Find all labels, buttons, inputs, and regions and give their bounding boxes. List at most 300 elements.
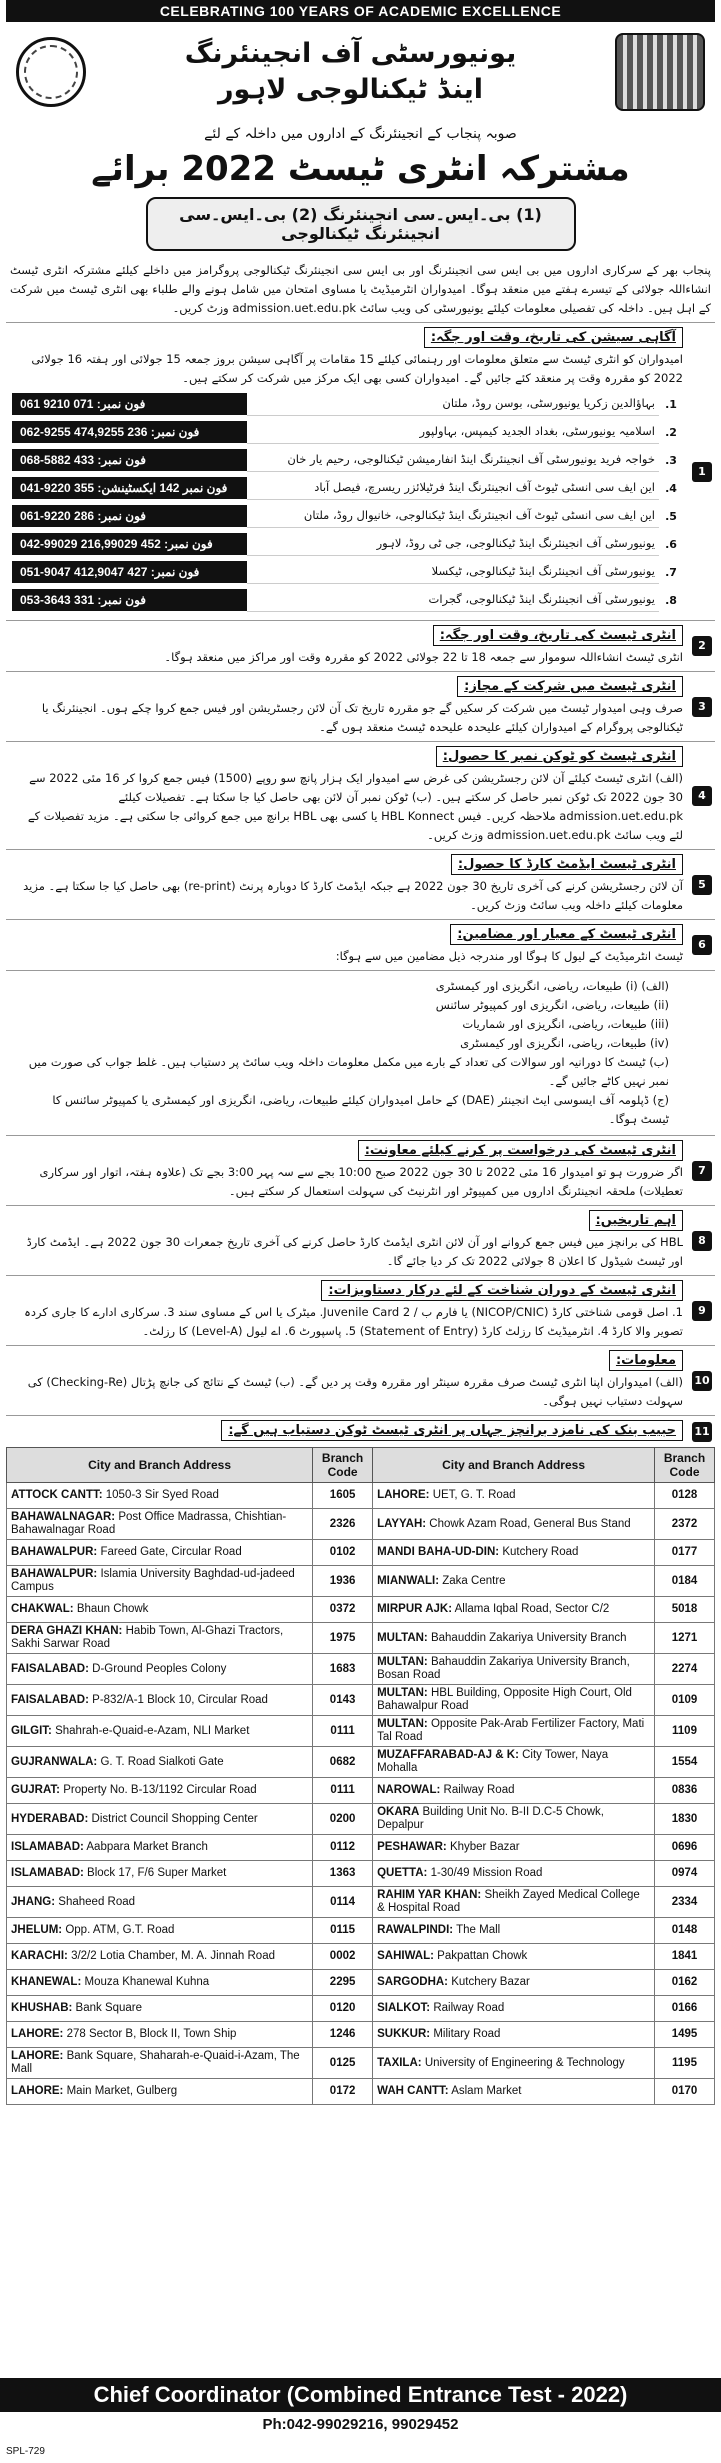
branch-address: Islamia University Baghdad-ud-jadeed Campus [11,1568,295,1593]
branch-code: 0125 [313,2048,373,2079]
col-header-code-right: Branch Code [655,1448,715,1483]
branch-city: LAHORE: [11,2028,64,2040]
branch-address-cell [7,1918,313,1944]
branch-address: Zaka Centre [442,1574,506,1587]
campus-name: یونیورسٹی آف انجینئرنگ اینڈ ٹیکنالوجی، ٹیکسلا [247,560,659,584]
campus-phone: 051-9047 412,9047 427 :فون نمبر [12,561,247,583]
col-header-city-right: City and Branch Address [373,1448,655,1483]
section [6,1205,715,1275]
campus-name: این ایف سی انسٹی ٹیوٹ آف انجینئرنگ اینڈ فرٹیلائزر ریسرچ، فیصل آباد [247,476,659,500]
section [6,671,715,741]
section-number [689,971,715,1135]
branch-address-cell [7,1835,313,1861]
col-header-code-left: Branch Code [313,1448,373,1483]
branch-city: MIRPUR AJK: [377,1603,453,1615]
main-title: مشترکہ انٹری ٹیسٹ 2022 برائے [91,149,630,189]
campus-name: اسلامیہ یونیورسٹی، بغداد الجدید کیمپس، بہاولپور [247,420,659,444]
section-heading: انٹری ٹیسٹ کی درخواست پر کرنے کیلئے معاونت: [358,1140,683,1161]
table-row [7,1778,715,1804]
table-row [7,2079,715,2105]
branch-address: Opp. ATM, G.T. Road [65,1924,175,1936]
branch-city: KHANEWAL: [11,1976,82,1988]
campus-row [12,504,683,528]
branch-code: 2372 [655,1509,715,1540]
campus-row [12,476,683,500]
section-number [689,1346,715,1415]
branch-address: Main Market, Gulberg [66,2085,178,2097]
intro-line: صوبہ پنجاب کے انجینئرنگ کے اداروں میں داخلہ کے لئے [204,126,517,142]
branch-address-cell [373,2079,655,2105]
branch-address-cell [7,1685,313,1716]
programs-box: (1) بی۔ایس۔سی انجینئرنگ (2) بی۔ایس۔سی انجینئرنگ ٹیکنالوجی [146,197,576,251]
section-text: انٹری ٹیسٹ انشاءاللہ سوموار سے جمعہ 18 تا 22 جولائی 2022 کو مقررہ وقت اور مراکز میں منعقد ہوگا۔ [164,650,683,664]
section-number [689,1136,715,1205]
branch-address-cell [373,1970,655,1996]
branch-city: MULTAN: [377,1718,428,1730]
branch-city: MULTAN: [377,1687,428,1699]
branch-code: 1975 [313,1623,373,1654]
branch-city: WAH CANTT: [377,2085,449,2097]
centenary-banner: CELEBRATING 100 YEARS OF ACADEMIC EXCELLENCE [6,0,715,22]
branch-address: Shaheed Road [58,1895,136,1908]
campus-row [12,448,683,472]
campus-phone: 068-5882 433 :فون نمبر [12,449,247,471]
branch-address: Pakpattan Chowk [437,1950,528,1962]
branch-address: Block 17, F/6 Super Market [87,1867,227,1879]
branch-city: MUZAFFARABAD-AJ & K: [377,1749,519,1761]
section-number [689,742,715,849]
branch-code: 1554 [655,1747,715,1778]
campus-name: بہاؤالدین زکریا یونیورسٹی، بوسن روڈ، ملتان [247,392,659,416]
branch-code: 0102 [313,1540,373,1566]
branch-address-cell [7,1597,313,1623]
col-header-city-left: City and Branch Address [7,1448,313,1483]
branch-address: Building Unit No. B-II D.C-5 Chowk, Depalpur [377,1806,604,1831]
section-body [6,1136,689,1205]
branch-address-cell [373,1804,655,1835]
campus-list [12,392,683,612]
campus-name: این ایف سی انسٹی ٹیوٹ آف انجینئرنگ اینڈ ٹیکنالوجی، خانیوال روڈ، ملتان [247,504,659,528]
table-row [7,2022,715,2048]
table-row [7,1970,715,1996]
section-text: اگر ضرورت ہو تو امیدوار 16 مئی 2022 تا 30 جون 2022 صبح 10:00 بجے سے سہ پہر 3:00 بجے تک (علاوہ ہفتہ، اتوار اور سرکاری تعطیلات) ملحقہ انجینئرنگ اداروں میں کمپیوٹر اور انٹرنیٹ کی سہولت استعمال کر سکتے ہیں۔ [39,1165,683,1198]
branch-code: 0166 [655,1996,715,2022]
section-body [6,742,689,849]
branch-address: University of Engineering & Technology [424,2056,625,2069]
branch-city: TAXILA: [377,2056,422,2069]
branch-address: Chowk Azam Road, General Bus Stand [429,1517,631,1530]
branch-address-cell [7,1654,313,1685]
branch-address-cell [373,1597,655,1623]
branch-address-cell [7,1778,313,1804]
branch-address-cell [373,2022,655,2048]
branch-city: CHAKWAL: [11,1603,74,1615]
sections-7-11 [6,1135,715,1447]
branch-address-cell [373,1623,655,1654]
branch-address: P-832/A-1 Block 10, Circular Road [92,1693,268,1706]
branch-code: 0143 [313,1685,373,1716]
section-number-badge: 7 [692,1161,712,1181]
branch-code: 0112 [313,1835,373,1861]
section-number-badge: 5 [692,875,712,895]
branch-address: Property No. B-13/1192 Circular Road [63,1784,257,1796]
eval-item: (iv) طبیعات، ریاضی، انگریزی اور کیمسٹری [460,1036,669,1050]
branch-city: FAISALABAD: [11,1662,89,1675]
branch-address: Fareed Gate, Circular Road [100,1546,242,1558]
section-number-badge: 6 [692,935,712,955]
branch-city: MULTAN: [377,1656,428,1668]
section-text: آن لائن رجسٹریشن کرنے کی آخری تاریخ 30 جون 2022 ہے جبکہ ایڈمٹ کارڈ کا دوبارہ پرنٹ (re-print) بھی حاصل کیا جا سکتا ہے۔ مزید معلومات کیلئے داخلہ ویب سائٹ وزٹ کریں۔ [23,879,683,912]
branch-address-cell [7,1861,313,1887]
section-heading: انٹری ٹیسٹ کے معیار اور مضامین: [450,924,683,945]
section-body [6,1276,689,1345]
sections-2-6 [6,620,715,970]
branch-address-cell [373,1944,655,1970]
section [6,849,715,919]
section-number [689,1276,715,1345]
table-row [7,1685,715,1716]
eval-item: (ii) طبیعات، ریاضی، انگریزی اور کمپیوٹر سائنس [435,998,669,1012]
branch-city: BAHAWALPUR: [11,1546,98,1558]
branch-address: Aabpara Market Branch [86,1841,208,1853]
branch-code: 1495 [655,2022,715,2048]
table-row [7,1623,715,1654]
section-number [689,1416,715,1447]
table-row [7,1861,715,1887]
branch-code: 0109 [655,1685,715,1716]
branch-address: Railway Road [443,1784,515,1796]
branch-address-cell [7,1944,313,1970]
section-number-badge: 9 [692,1301,712,1321]
header [6,22,715,122]
section-text: ٹیسٹ انٹرمیڈیٹ کے لیول کا ہوگا اور مندرجہ ذیل مضامین میں سے ہوگا: [335,949,683,963]
branch-code: 0111 [313,1778,373,1804]
branch-city: JHELUM: [11,1924,63,1936]
campus-number: 7. [665,565,677,579]
university-title [185,36,517,108]
uet-seal-logo [16,37,86,107]
branch-city: BAHAWALPUR: [11,1568,98,1580]
eval-item: (الف) (i) طبیعات، ریاضی، انگریزی اور کیمسٹری [435,979,669,993]
branch-address-cell [373,1996,655,2022]
branch-address: Bahauddin Zakariya University Branch [430,1631,627,1644]
branch-city: ATTOCK CANTT: [11,1489,103,1501]
branch-city: KHUSHAB: [11,2002,73,2014]
branch-city: GILGIT: [11,1724,52,1737]
branch-code: 1605 [313,1483,373,1509]
branch-code: 0200 [313,1804,373,1835]
branch-address-cell [373,1685,655,1716]
reference-code: SPL-729 [6,2446,45,2457]
section-heading: انٹری ٹیسٹ کو ٹوکن نمبر کا حصول: [436,746,683,767]
branch-address-cell [7,1970,313,1996]
branch-address-cell [7,1887,313,1918]
table-row [7,1804,715,1835]
branch-address: Aslam Market [451,2085,522,2097]
table-header-row [7,1448,715,1483]
branch-address: G. T. Road Sialkoti Gate [100,1755,224,1768]
section-heading: معلومات: [609,1350,683,1371]
eval-list [6,971,689,1135]
branch-address-cell [7,1623,313,1654]
branch-city: SUKKUR: [377,2028,431,2040]
table-row [7,1509,715,1540]
branch-city: OKARA [377,1806,420,1818]
section-heading: انٹری ٹیسٹ میں شرکت کے مجاز: [457,676,683,697]
campus-row [12,560,683,584]
branch-city: NAROWAL: [377,1784,441,1796]
branch-city: QUETTA: [377,1867,428,1879]
branch-city: SIALKOT: [377,2002,431,2014]
branch-address: 1050-3 Sir Syed Road [105,1489,219,1501]
campus-name: یونیورسٹی آف انجینئرنگ اینڈ ٹیکنالوجی، جی ٹی روڈ، لاہور [247,532,659,556]
branch-city: ISLAMABAD: [11,1841,84,1853]
branch-address-cell [7,2022,313,2048]
section-body [6,1206,689,1275]
section-body [6,621,689,671]
branch-address-cell [7,2079,313,2105]
branch-address: Sheikh Zayed Medical College & Hospital Road [377,1889,640,1914]
table-row [7,1566,715,1597]
branch-city: GUJRANWALA: [11,1755,98,1768]
section-body [6,1416,689,1447]
branch-address: Kutchery Bazar [451,1976,530,1988]
branch-address-cell [7,1716,313,1747]
branch-address: City Tower, Naya Mohalla [377,1749,609,1774]
branch-city: ISLAMABAD: [11,1867,84,1879]
footer-phone: Ph:042-99029216, 99029452 [262,2416,459,2433]
branch-code: 1195 [655,2048,715,2079]
branch-address-cell [373,1835,655,1861]
branch-code: 0836 [655,1778,715,1804]
branch-city: KARACHI: [11,1950,68,1962]
section-heading: انٹری ٹیسٹ کی تاریخ، وقت اور جگہ: [433,625,683,646]
section-number-badge: 4 [692,786,712,806]
intro-paragraph: پنجاب بھر کے سرکاری اداروں میں بی ایس سی انجینئرنگ اور بی ایس سی انجینئرنگ ٹیکنالوجی پروگرامز میں داخلے کیلئے مشترکہ انٹری ٹیسٹ انشاءاللہ جولائی کے تیسرے ہفتے میں منعقد ہوگا۔ امیدواران انٹرمیڈیٹ یا مساوی امتحان میں شامل ہونے والے طلباء بھی انٹری ٹیسٹ میں شرکت کے اہل ہیں۔ داخلہ کی تفصیلی معلومات کیلئے یونیورسٹی کی ویب سائٹ admission.uet.edu.pk وزٹ کریں۔ [10,263,711,315]
table-row [7,2048,715,2079]
branch-address: Post Office Madrassa, Chishtian- Bahawalnagar Road [11,1511,287,1536]
section-heading: آگاہی سیشن کی تاریخ، وقت اور جگہ: [424,327,683,348]
branch-address: Bank Square, Shaharah-e-Quaid-i-Azam, The Mall [11,2050,300,2075]
branch-address: HBL Building, Opposite High Court, Old Bahawalpur Road [377,1687,632,1712]
branch-address-cell [7,1540,313,1566]
branch-city: LAYYAH: [377,1517,427,1530]
university-name-line1: یونیورسٹی آف انجینئرنگ [184,38,517,69]
branch-code: 0682 [313,1747,373,1778]
eval-item: (ج) ڈپلومہ آف ایسوسی ایٹ انجینئر (DAE) کے حامل امیدواران کیلئے طبیعات، ریاضی، انگریزی اور کیمسٹری یا کمپیوٹر سائنس کا ٹیسٹ ہوگا۔ [52,1093,669,1126]
table-row [7,1835,715,1861]
branch-address-cell [7,1804,313,1835]
branch-address: Railway Road [433,2002,505,2014]
university-name-line2: اینڈ ٹیکنالوجی لاہور [217,74,484,105]
campus-number: 1. [665,397,677,411]
footer [0,2378,721,2433]
branch-code: 0696 [655,1835,715,1861]
branch-code: 0177 [655,1540,715,1566]
branch-address-cell [373,2048,655,2079]
table-row [7,1597,715,1623]
table-row [7,1654,715,1685]
branch-address-cell [7,1509,313,1540]
branch-code: 1109 [655,1716,715,1747]
section [6,1275,715,1345]
branch-address-cell [373,1918,655,1944]
branch-address-cell [7,1566,313,1597]
campus-phone: 061-9220 286 :فون نمبر [12,505,247,527]
branch-code: 0184 [655,1566,715,1597]
branch-code: 2334 [655,1887,715,1918]
table-row [7,1540,715,1566]
section-number [689,323,715,620]
eval-item: (iii) طبیعات، ریاضی، انگریزی اور شماریات [462,1017,669,1031]
branch-code: 0172 [313,2079,373,2105]
branch-code: 0002 [313,1944,373,1970]
branch-code: 0974 [655,1861,715,1887]
branch-city: JHANG: [11,1895,56,1908]
branch-address-cell [7,1996,313,2022]
branch-address: Habib Town, Al-Ghazi Tractors, Sakhi Sarwar Road [11,1625,284,1650]
section [6,1345,715,1415]
branch-city: FAISALABAD: [11,1693,89,1706]
branch-city: LAHORE: [11,2085,64,2097]
branch-code: 0114 [313,1887,373,1918]
section-6-eval [6,970,715,1135]
section-number [689,1206,715,1275]
branch-code: 0111 [313,1716,373,1747]
seal-inner-ring [24,45,78,99]
table-row [7,1944,715,1970]
branch-city: LAHORE: [11,2050,64,2062]
branch-address-cell [373,1778,655,1804]
campus-row [12,392,683,416]
section-heading: حبیب بنک کی نامزد برانچز جہاں پر انٹری ٹیسٹ ٹوکن دستیاب ہیں گے: [221,1420,683,1441]
section-text: امیدواران کو انٹری ٹیسٹ سے متعلق معلومات اور رہنمائی کیلئے 15 مقامات پر آگاہی سیشن بروز جمعہ 15 جولائی اور ہفتہ 16 جولائی 2022 کو مقررہ وقت پر منعقد کئے جائیں گے۔ امیدواران کسی بھی ایک مرکز میں شرکت کر سکتے ہیں۔ [31,352,683,385]
campus-number: 3. [665,453,677,467]
branch-code: 1271 [655,1623,715,1654]
branch-city: GUJRAT: [11,1784,60,1796]
branch-address-cell [373,1716,655,1747]
table-row [7,1887,715,1918]
section-body [6,1346,689,1415]
campus-number: 8. [665,593,677,607]
branch-address: Bank Square [75,2002,143,2014]
branch-address-cell [373,1483,655,1509]
branch-code: 1246 [313,2022,373,2048]
branch-address-cell [373,1540,655,1566]
branch-address: Kutchery Road [502,1546,579,1558]
section-number [689,621,715,671]
branch-code: 5018 [655,1597,715,1623]
section-number-badge: 1 [692,462,712,482]
branch-address: Military Road [433,2028,501,2040]
branch-code: 2326 [313,1509,373,1540]
campus-phone: 062-9255 474,9255 236 :فون نمبر [12,421,247,443]
section-number-badge: 8 [692,1231,712,1251]
section-text: صرف وہی امیدوار ٹیسٹ میں شرکت کر سکیں گے جو مقررہ تاریخ تک آن لائن رجسٹریشن اور فیس جمع کروا چکے ہوں۔ انجینئرنگ یا ٹیکنالوجی پروگرام کے امیدواران کیلئے علیحدہ علیحدہ ٹیسٹ منعقد ہوں گے۔ [41,701,683,734]
branch-city: RAHIM YAR KHAN: [377,1889,482,1901]
table-row [7,1483,715,1509]
eval-item: (ب) ٹیسٹ کا دورانیہ اور سوالات کی تعداد کے بارے میں مکمل معلومات داخلہ ویب سائٹ پر دستیاب ہیں۔ غلط جواب کی صورت میں نمبر نہیں کاٹے جائیں گے۔ [28,1055,669,1088]
branch-address: Bahauddin Zakariya University Branch, Bosan Road [377,1656,630,1681]
campus-row [12,532,683,556]
branch-address-cell [7,1747,313,1778]
section [6,620,715,671]
branch-address: 3/2/2 Lotia Chamber, M. A. Jinnah Road [71,1950,275,1962]
branch-address: Bhaun Chowk [76,1603,149,1615]
section-body [6,672,689,741]
campus-phone: 041-9220 355 :فون نمبر 142 ایکسٹینشن [12,477,247,499]
branch-address: 1-30/49 Mission Road [430,1867,543,1879]
branch-city: SARGODHA: [377,1976,449,1988]
campus-phone: 042-99029 216,99029 452 :فون نمبر [12,533,247,555]
branch-city: SAHIWAL: [377,1950,434,1962]
branch-address: D-Ground Peoples Colony [92,1662,227,1675]
chief-coordinator-title: Chief Coordinator (Combined Entrance Test - 2022) [0,2378,721,2412]
section-text: (الف) امیدواران اپنا انٹری ٹیسٹ صرف مقررہ سینٹر اور مقررہ وقت پر دیں گے۔ (ب) ٹیسٹ کے نتائج کی جانچ پڑتال (Checking-Re) کی سہولت دستیاب نہیں ہوگی۔ [27,1375,683,1408]
branch-address: District Council Shopping Center [91,1812,258,1825]
campus-number: 2. [665,425,677,439]
branch-address-cell [373,1747,655,1778]
branch-code: 0115 [313,1918,373,1944]
campus-phone: 053-3643 331 :فون نمبر [12,589,247,611]
branch-code: 0372 [313,1597,373,1623]
branch-address-cell [373,1654,655,1685]
branch-address: Mouza Khanewal Kuhna [84,1976,210,1988]
table-row [7,1918,715,1944]
branch-code: 0148 [655,1918,715,1944]
branch-address: Opposite Pak-Arab Fertilizer Factory, Mati Tal Road [377,1718,645,1743]
campus-number: 4. [665,481,677,495]
branch-code: 1936 [313,1566,373,1597]
branch-city: PESHAWAR: [377,1841,447,1853]
section [6,741,715,849]
branch-address: Khyber Bazar [449,1841,520,1853]
branch-address-cell [373,1509,655,1540]
section-heading: اہم تاریخیں: [589,1210,684,1231]
branch-address-cell [373,1566,655,1597]
branch-city: MANDI BAHA-UD-DIN: [377,1546,500,1558]
section-number-badge: 11 [692,1422,712,1442]
branch-code: 0170 [655,2079,715,2105]
eval-items [26,977,669,1129]
branch-code: 1683 [313,1654,373,1685]
branch-code: 2295 [313,1970,373,1996]
campus-row [12,588,683,612]
branch-address-cell [7,1483,313,1509]
campus-name: خواجہ فرید یونیورسٹی آف انجینئرنگ اینڈ انفارمیشن ٹیکنالوجی، رحیم یار خان [247,448,659,472]
table-row [7,1996,715,2022]
section-number [689,850,715,919]
section-body [6,920,689,970]
hbl-branches-table [6,1447,715,2105]
branch-address: 278 Sector B, Block II, Town Ship [66,2028,237,2040]
table-row [7,1747,715,1778]
branch-address-cell [373,1861,655,1887]
section [6,919,715,970]
campus-name: یونیورسٹی آف انجینئرنگ اینڈ ٹیکنالوجی، گجرات [247,588,659,612]
branch-code: 1363 [313,1861,373,1887]
section-number-badge: 3 [692,697,712,717]
branch-code: 0162 [655,1970,715,1996]
branch-code: 1841 [655,1944,715,1970]
section-heading: انٹری ٹیسٹ کے دوران شناخت کے لئے درکار دستاویزات: [321,1280,683,1301]
branch-code: 2274 [655,1654,715,1685]
branch-city: MULTAN: [377,1631,428,1644]
branch-city: RAWALPINDI: [377,1924,454,1936]
branch-city: LAHORE: [377,1489,430,1501]
section-1 [6,322,715,620]
section-body [6,323,689,620]
